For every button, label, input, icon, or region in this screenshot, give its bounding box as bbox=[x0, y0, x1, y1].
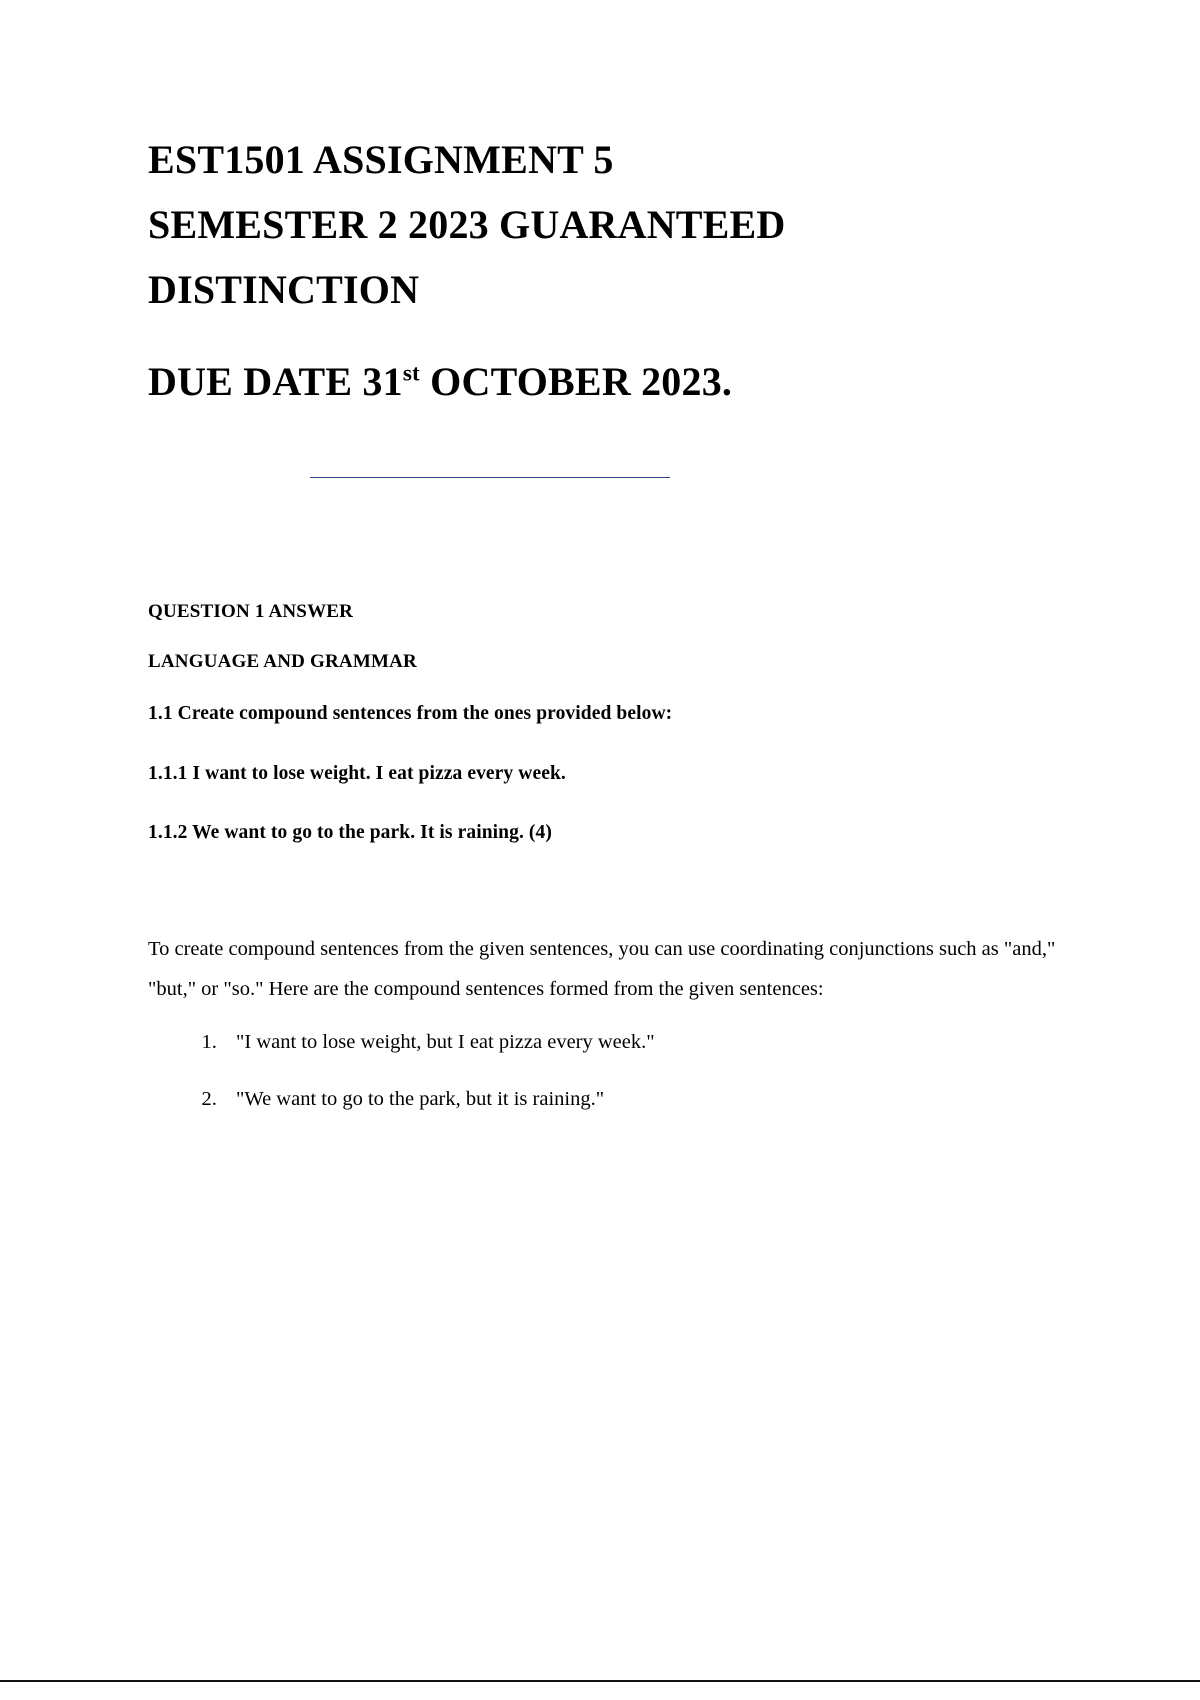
prompt-1-1-2: 1.1.2 We want to go to the park. It is raining. (4) bbox=[148, 821, 552, 843]
footer-divider bbox=[0, 1680, 1200, 1682]
spacer-2 bbox=[148, 872, 1068, 930]
due-date-heading bbox=[148, 350, 1068, 415]
spacer bbox=[148, 505, 1068, 601]
list-item: 2. "We want to go to the park, but it is raining." bbox=[222, 1083, 1068, 1116]
title-line-2: SEMESTER 2 2023 GUARANTEED bbox=[148, 201, 786, 247]
answer-list bbox=[148, 1026, 1068, 1116]
question-heading: QUESTION 1 ANSWER bbox=[148, 601, 354, 623]
due-date-ordinal: st bbox=[402, 361, 420, 388]
title-line-3: DISTINCTION bbox=[148, 266, 420, 312]
answer-intro-paragraph: To create compound sentences from the given sentences, you can use coordinating conjunctions such as "and," "but," or "so." Here are the compound sentences formed from the given sentences: bbox=[148, 938, 1056, 1001]
horizontal-divider bbox=[310, 477, 670, 478]
due-date-suffix: OCTOBER 2023. bbox=[419, 359, 733, 405]
due-date-line bbox=[148, 350, 1068, 415]
subject-heading: LANGUAGE AND GRAMMAR bbox=[148, 651, 417, 673]
page-title bbox=[148, 128, 1068, 322]
title-line-1: EST1501 ASSIGNMENT 5 bbox=[148, 137, 614, 182]
due-date-prefix: DUE DATE 31 bbox=[148, 359, 403, 405]
prompt-1-1: 1.1 Create compound sentences from the ones provided below: bbox=[148, 703, 673, 725]
divider-wrapper bbox=[148, 477, 1068, 505]
document-content bbox=[148, 128, 1068, 1140]
prompt-1-1-1: 1.1.1 I want to lose weight. I eat pizza every week. bbox=[148, 762, 566, 784]
list-item: 1. "I want to lose weight, but I eat pizza every week." bbox=[222, 1026, 1068, 1059]
